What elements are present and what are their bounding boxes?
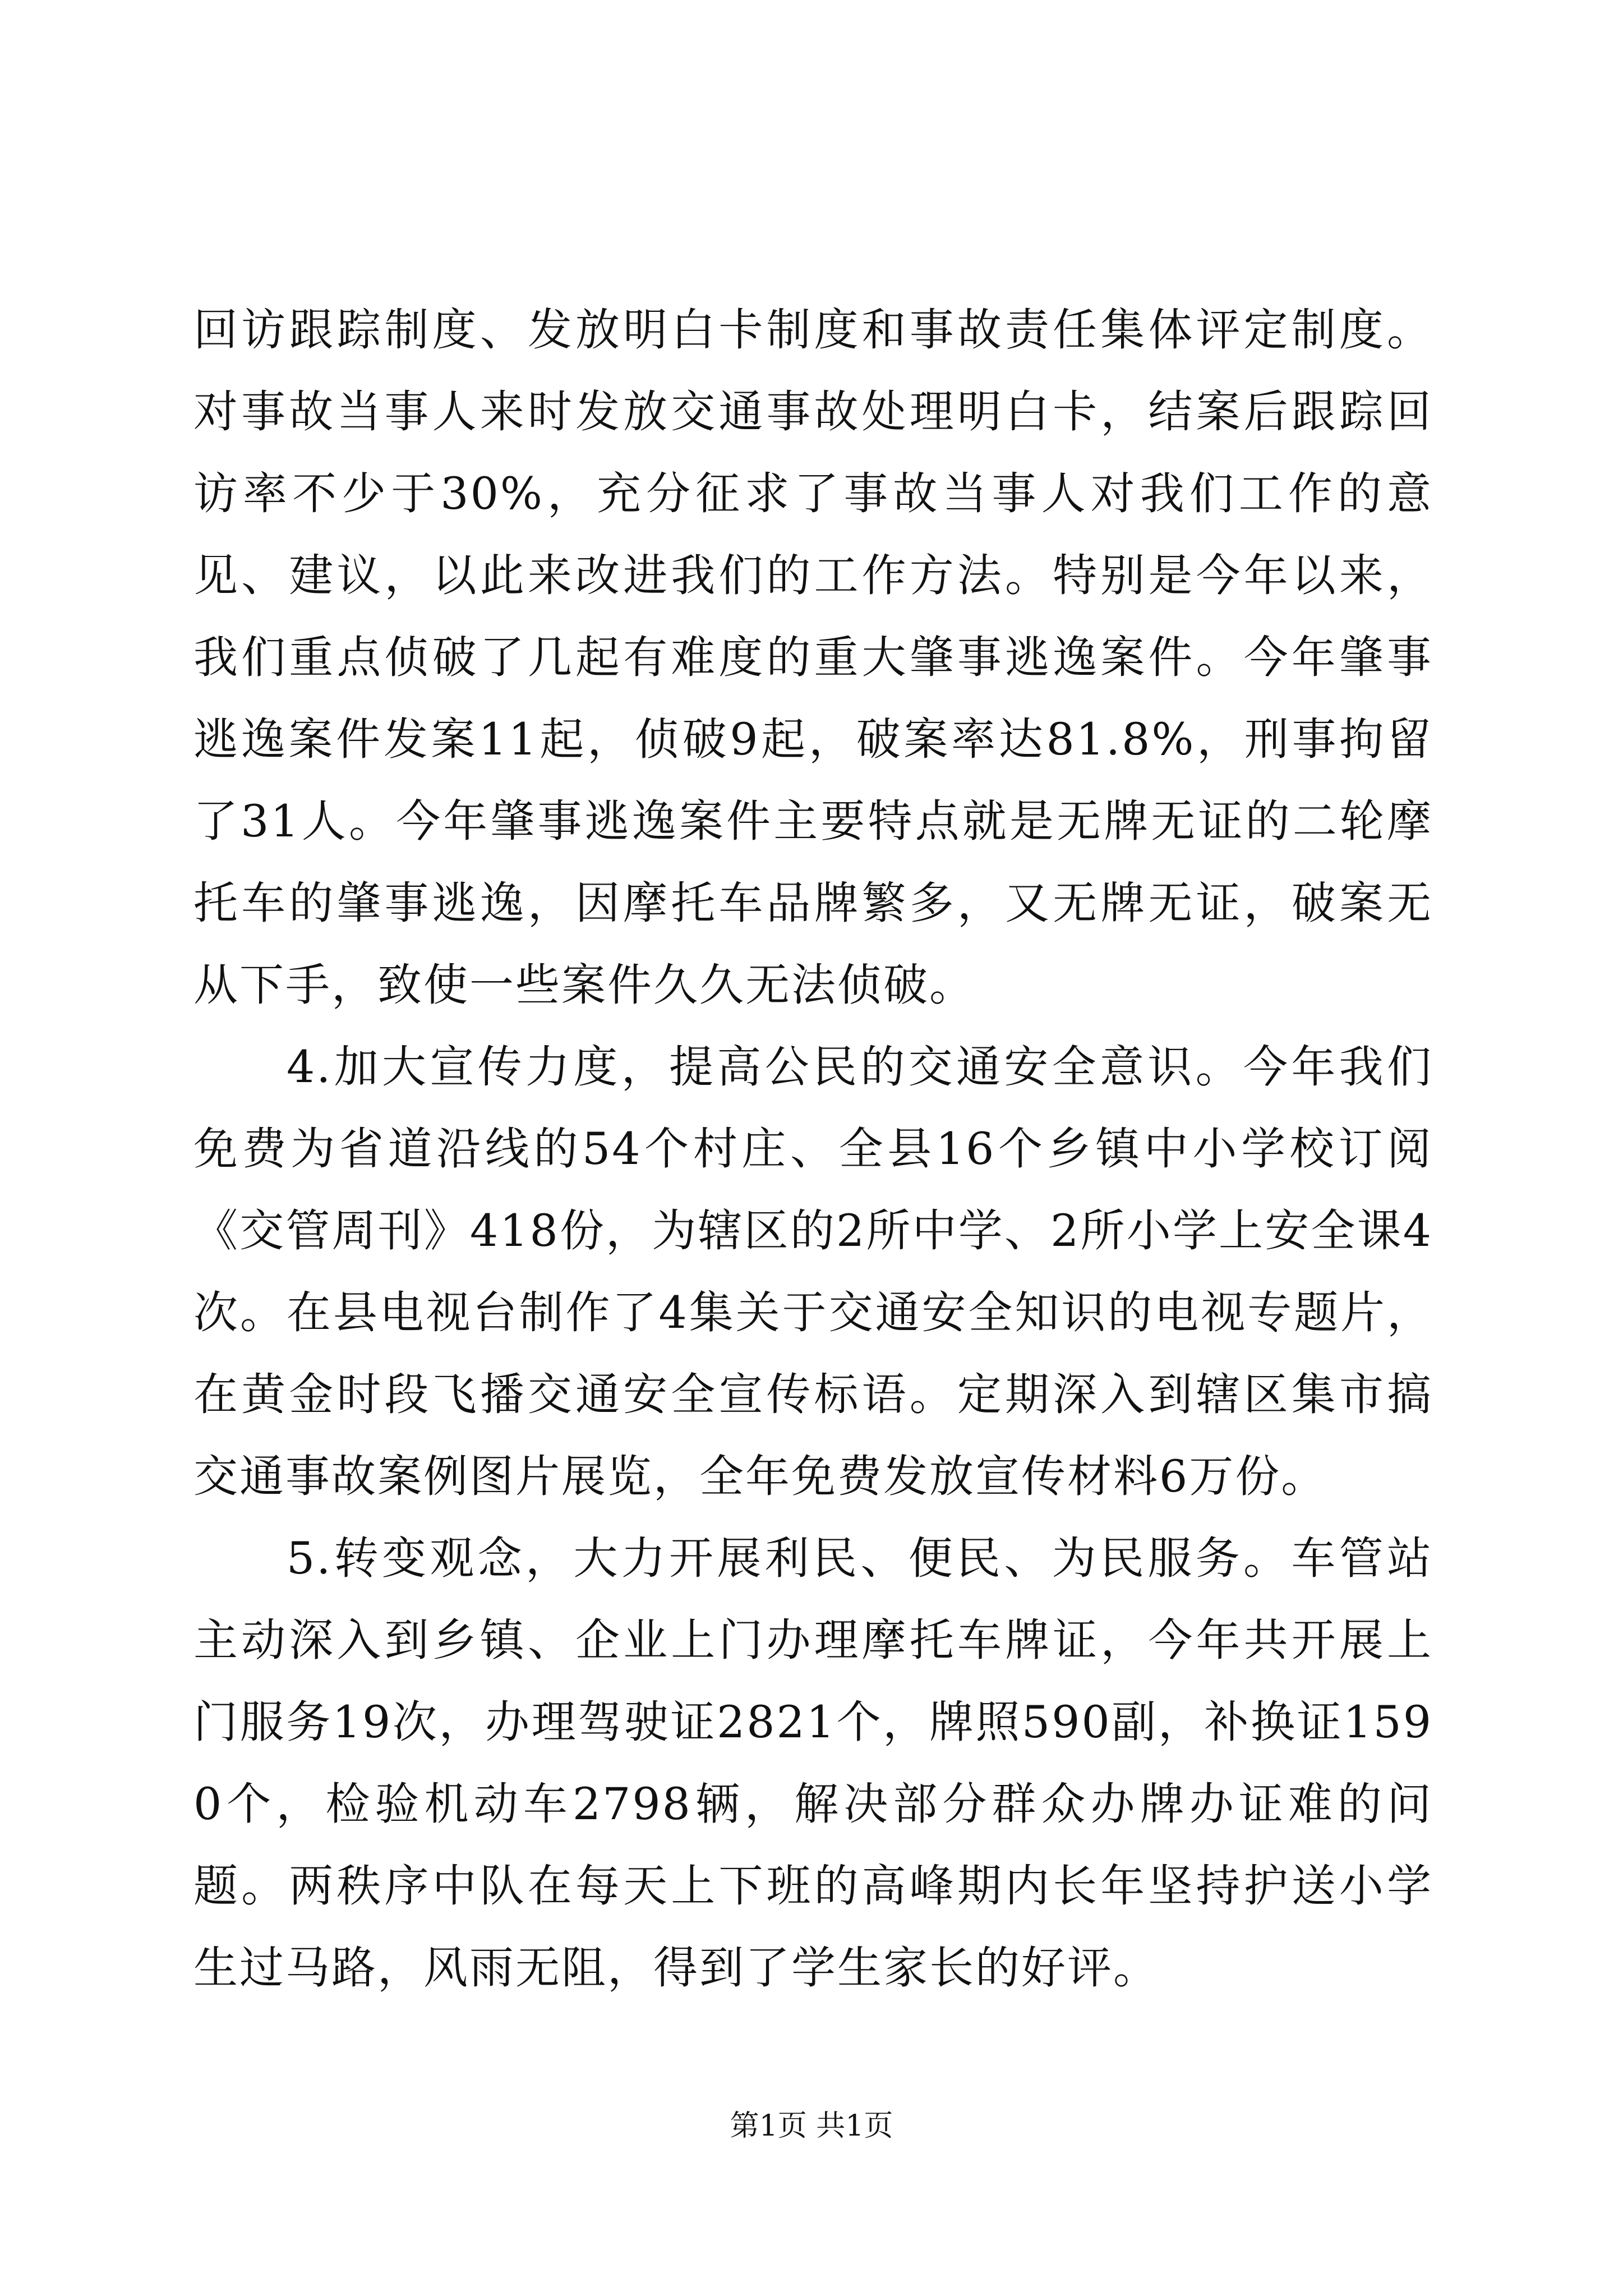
- paragraph-2: 4.加大宣传力度，提高公民的交通安全意识。今年我们免费为省道沿线的54个村庄、全县16个乡镇中小学校订阅《交管周刊》418份，为辖区的2所中学、2所小学上安全课4次。在县电视台制作了4集关于交通安全知识的电视专题片，在黄金时段飞播交通安全宣传标语。定期深入到辖区集市搞交通事故案例图片展览，全年免费发放宣传材料6万份。: [193, 1041, 1433, 1502]
- document-body: [193, 289, 1433, 2009]
- paragraph-3: 5.转变观念，大力开展利民、便民、为民服务。车管站主动深入到乡镇、企业上门办理摩托车牌证，今年共开展上门服务19次，办理驾驶证2821个，牌照590副，补换证1590个，检验机动车2798辆，解决部分群众办牌办证难的问题。两秩序中队在每天上下班的高峰期内长年坚持护送小学生过马路，风雨无阻，得到了学生家长的好评。: [193, 1533, 1433, 1994]
- paragraph-1: 回访跟踪制度、发放明白卡制度和事故责任集体评定制度。对事故当事人来时发放交通事故处理明白卡，结案后跟踪回访率不少于30%，充分征求了事故当事人对我们工作的意见、建议，以此来改进我们的工作方法。特别是今年以来，我们重点侦破了几起有难度的重大肇事逃逸案件。今年肇事逃逸案件发案11起，侦破9起，破案率达81.8%，刑事拘留了31人。今年肇事逃逸案件主要特点就是无牌无证的二轮摩托车的肇事逃逸，因摩托车品牌繁多，又无牌无证，破案无从下手，致使一些案件久久无法侦破。: [193, 304, 1433, 1011]
- page-footer: 第1页 共1页: [730, 2109, 893, 2143]
